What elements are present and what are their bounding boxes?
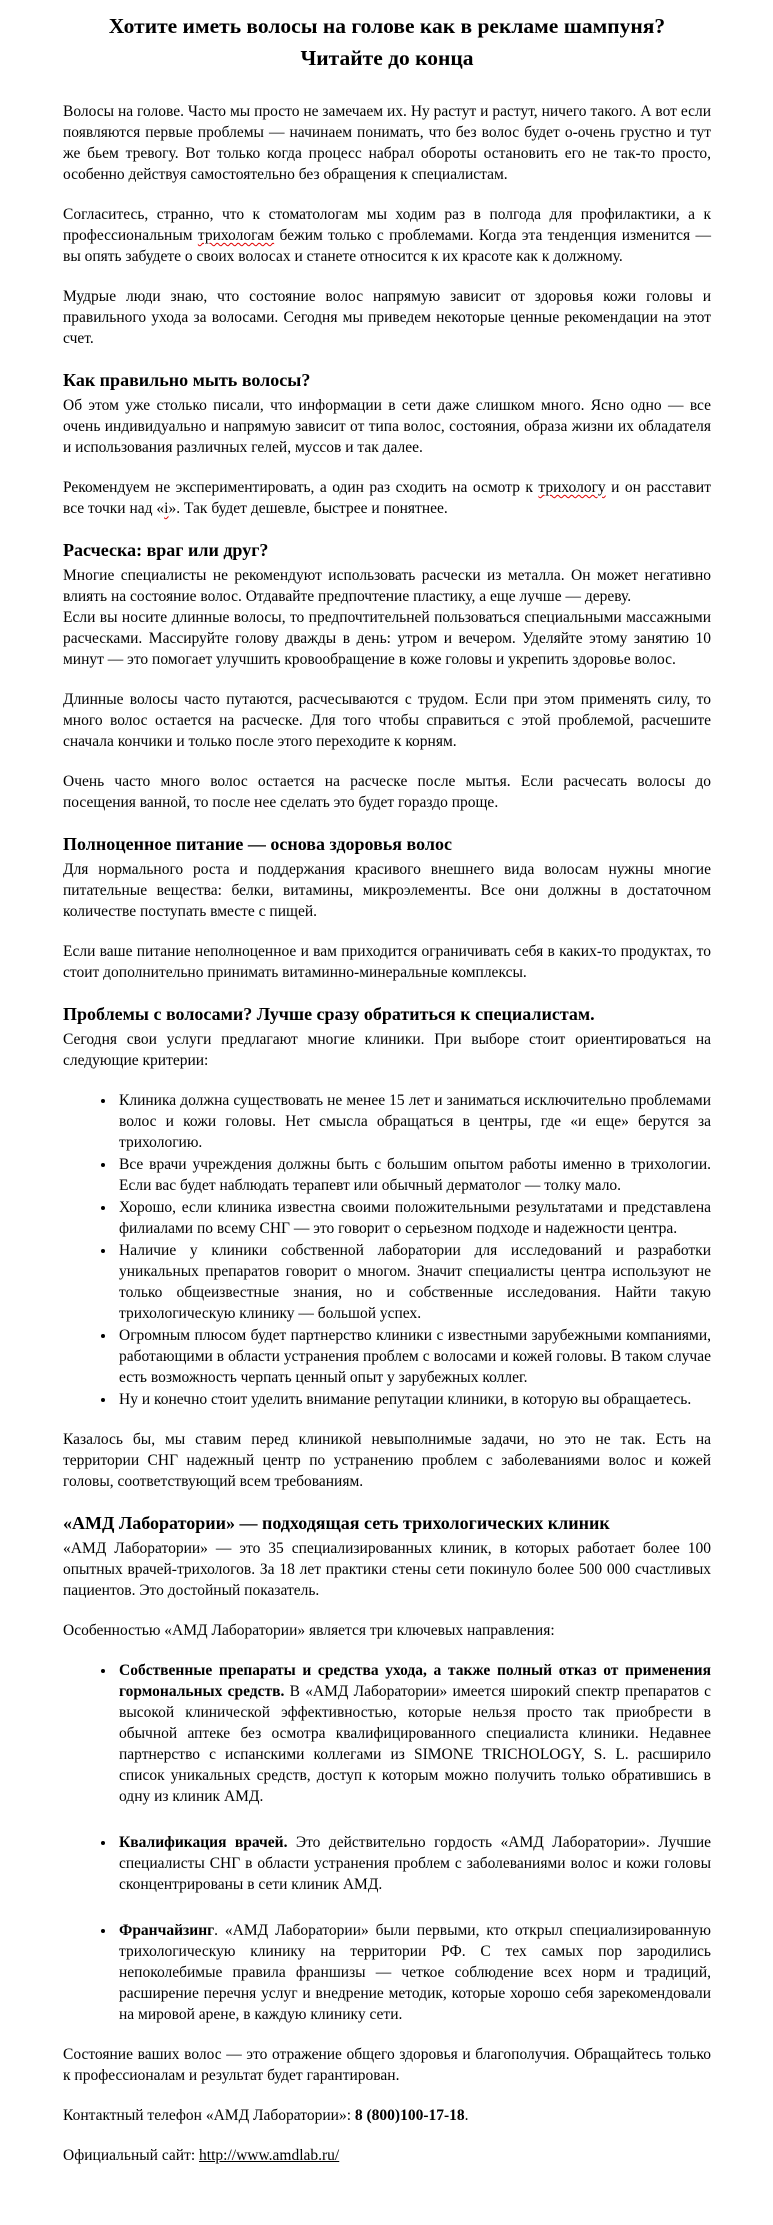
text-segment: Франчайзинг [119, 1922, 215, 1939]
paragraph [63, 477, 711, 519]
text-segment: Клиника должна существовать не менее 15 лет и заниматься исключительно проблемами волос и кожи головы. Нет смысла обращаться в центры, где «и еще» берутся за трихологию. [119, 1092, 711, 1151]
section-heading: Проблемы с волосами? Лучше сразу обратиться к специалистам. [63, 1004, 595, 1024]
text-segment: Это действительно гордость «АМД Лаборатории». Лучшие специалисты СНГ в области устранения проблем с заболеваниями волос и кожи головы сконцентрированы в сети клиник АМД. [119, 1834, 711, 1893]
paragraph [63, 2105, 711, 2126]
section-heading: Расческа: враг или друг? [63, 540, 269, 560]
article-body [63, 101, 711, 2166]
paragraph [63, 286, 711, 349]
text-segment: Если вы носите длинные волосы, то предпочтительней пользоваться специальными массажными расческами. Массируйте голову дважды в день: утром и вечером. Уделяйте этому занятию 10 минут — это помогает улучшить кровообращение в коже головы и укрепить здоровье волос. [63, 609, 711, 668]
criteria-list [63, 1090, 711, 1410]
paragraph [63, 395, 711, 458]
text-segment: Ну и конечно стоит уделить внимание репутации клиники, в которую вы обращаетесь. [119, 1391, 692, 1408]
paragraph [63, 2044, 711, 2086]
section-heading: Как правильно мыть волосы? [63, 370, 311, 390]
list-item [116, 1154, 711, 1196]
section-heading: «АМД Лаборатории» — подходящая сеть трихологических клиник [63, 1513, 610, 1533]
paragraph [63, 941, 711, 983]
paragraph [63, 1538, 711, 1601]
paragraph [63, 565, 711, 670]
text-segment: бежим только с проблемами. Когда эта тенденция изменится — вы опять забудете о своих волосах и станете относится к их красоте как к должному. [63, 227, 711, 265]
paragraph [63, 101, 711, 185]
text-segment: и он расставит все точки над « [63, 479, 711, 517]
text-segment: Мудрые люди знаю, что состояние волос напрямую зависит от здоровья кожи головы и правильного ухода за волосами. Сегодня мы приведем некоторые ценные рекомендации на этот счет. [63, 288, 711, 347]
paragraph [63, 859, 711, 922]
list-item [116, 1325, 711, 1388]
spellcheck-word: трихологу [538, 479, 606, 496]
paragraph [63, 1620, 711, 1641]
paragraph [63, 771, 711, 813]
text-segment: Согласитесь, странно, что к стоматологам мы ходим раз в полгода для профилактики, а к профессиональным [63, 206, 711, 244]
text-segment: Волосы на голове. Часто мы просто не замечаем их. Ну растут и растут, ничего такого. А вот если появляются первые проблемы — начинаем понимать, что без волос будет о-очень грустно и тут же бьем тревогу. Вот только когда процесс набрал обороты остановить его не так-то просто, особенно действуя самостоятельно без обращения к специалистам. [63, 103, 711, 183]
text-segment: Очень часто много волос остается на расческе после мытья. Если расчесать волосы до посещения ванной, то после нее сделать это будет гораздо проще. [63, 773, 711, 811]
list-item [116, 1920, 711, 2025]
site-link[interactable]: http://www.amdlab.ru/ [199, 2147, 340, 2164]
text-segment: Хорошо, если клиника известна своими положительными результатами и представлена филиалами по всему СНГ — это говорит о серьезном подходе и надежности центра. [119, 1199, 711, 1237]
paragraph [63, 1429, 711, 1492]
text-segment: Официальный сайт: [63, 2147, 200, 2164]
list-item [116, 1197, 711, 1239]
text-segment: Рекомендуем не экспериментировать, а один раз сходить на осмотр к [63, 479, 539, 496]
spellcheck-word: трихологам [197, 227, 275, 244]
paragraph [63, 2145, 711, 2166]
text-segment: Многие специалисты не рекомендуют использовать расчески из металла. Он может негативно влиять на состояние волос. Отдавайте предпочтение пластику, а еще лучше — дереву. [63, 567, 711, 605]
list-item [116, 1832, 711, 1895]
text-segment: В «АМД Лаборатории» имеется широкий спектр препаратов с высокой клинической эффективностью, которые нельзя просто так приобрести в обычной аптеке без осмотра квалифицированного специалиста клиники. Недавнее партнерство с испанскими коллегами из SIMONE TRICHOLOGY, S. L. расширило список уникальных средств, доступ к которым можно получить только обратившись в одну из клиник АМД. [119, 1683, 711, 1805]
paragraph [63, 689, 711, 752]
paragraph [63, 204, 711, 267]
list-item [116, 1090, 711, 1153]
text-segment: Квалификация врачей. [119, 1834, 288, 1851]
text-segment: Если ваше питание неполноценное и вам приходится ограничивать себя в каких-то продуктах, то стоит дополнительно принимать витаминно-минеральные комплексы. [63, 943, 711, 981]
text-segment: 8 (800)100-17-18 [354, 2107, 465, 2124]
text-segment: . [464, 2107, 469, 2124]
text-segment: «АМД Лаборатории» — это 35 специализированных клиник, в которых работает более 100 опытных врачей-трихологов. За 18 лет практики стены сети покинуло более 500 000 счастливых пациентов. Это достойный показатель. [63, 1540, 711, 1599]
text-segment: Наличие у клиники собственной лаборатории для исследований и разработки уникальных препаратов говорит о многом. Значит специалисты центра используют не только общеизвестные знания, но и собственные исследования. Найти такую трихологическую клинику — большой успех. [119, 1242, 711, 1322]
text-segment: Особенностью «АМД Лаборатории» является три ключевых направления: [63, 1622, 555, 1639]
text-segment: Огромным плюсом будет партнерство клиники с известными зарубежными компаниями, работающими в области устранения проблем с волосами и кожей головы. В таком случае есть возможность черпать ценный опыт у зарубежных коллег. [119, 1327, 711, 1386]
text-segment: Состояние ваших волос — это отражение общего здоровья и благополучия. Обращайтесь только к профессионалам и результат будет гарантирован. [63, 2046, 711, 2084]
text-segment: Для нормального роста и поддержания красивого внешнего вида волосам нужны многие питательные вещества: белки, витамины, микроэлементы. Все они должны в достаточном количестве поступать вместе с пищей. [63, 861, 711, 920]
section-heading: Полноценное питание — основа здоровья волос [63, 834, 452, 854]
text-segment: ». Так будет дешевле, быстрее и понятнее. [168, 500, 448, 517]
paragraph [63, 1029, 711, 1071]
article-title: Хотите иметь волосы на голове как в рекламе шампуня? Читайте до конца [108, 14, 666, 70]
spellcheck-word: i [164, 500, 169, 517]
text-segment: Контактный телефон «АМД Лаборатории»: [63, 2107, 355, 2124]
text-segment: Собственные препараты и средства ухода, а также полный отказ от применения гормональных средств. [119, 1662, 711, 1700]
text-segment: Казалось бы, мы ставим перед клиникой невыполнимые задачи, но это не так. Есть на территории СНГ надежный центр по устранению проблем с заболеваниями волос и кожей головы, соответствующий всем требованиям. [63, 1431, 711, 1490]
list-item [116, 1389, 711, 1410]
text-segment: Об этом уже столько писали, что информации в сети даже слишком много. Ясно одно — все очень индивидуально и напрямую зависит от типа волос, состояния, образа жизни их обладателя и использования различных гелей, муссов и так далее. [63, 397, 711, 456]
list-item [116, 1240, 711, 1324]
features-list [63, 1660, 711, 2025]
text-segment: Сегодня свои услуги предлагают многие клиники. При выборе стоит ориентироваться на следующие критерии: [63, 1031, 711, 1069]
text-segment: . «АМД Лаборатории» были первыми, кто открыл специализированную трихологическую клинику на территории РФ. С тех самых пор зародились непоколебимые правила франшизы — четкое соблюдение всех норм и традиций, расширение перечня услуг и внедрение методик, которые хорошо себя зарекомендовали на мировой арене, в каждую клинику сети. [119, 1922, 711, 2023]
text-segment: Длинные волосы часто путаются, расчесываются с трудом. Если при этом применять силу, то много волос остается на расческе. Для того чтобы справиться с этой проблемой, расчешите сначала кончики и только после этого переходите к корням. [63, 691, 711, 750]
list-item [116, 1660, 711, 1807]
text-segment: Все врачи учреждения должны быть с большим опытом работы именно в трихологии. Если вас будет наблюдать терапевт или обычный дерматолог — толку мало. [119, 1156, 711, 1194]
